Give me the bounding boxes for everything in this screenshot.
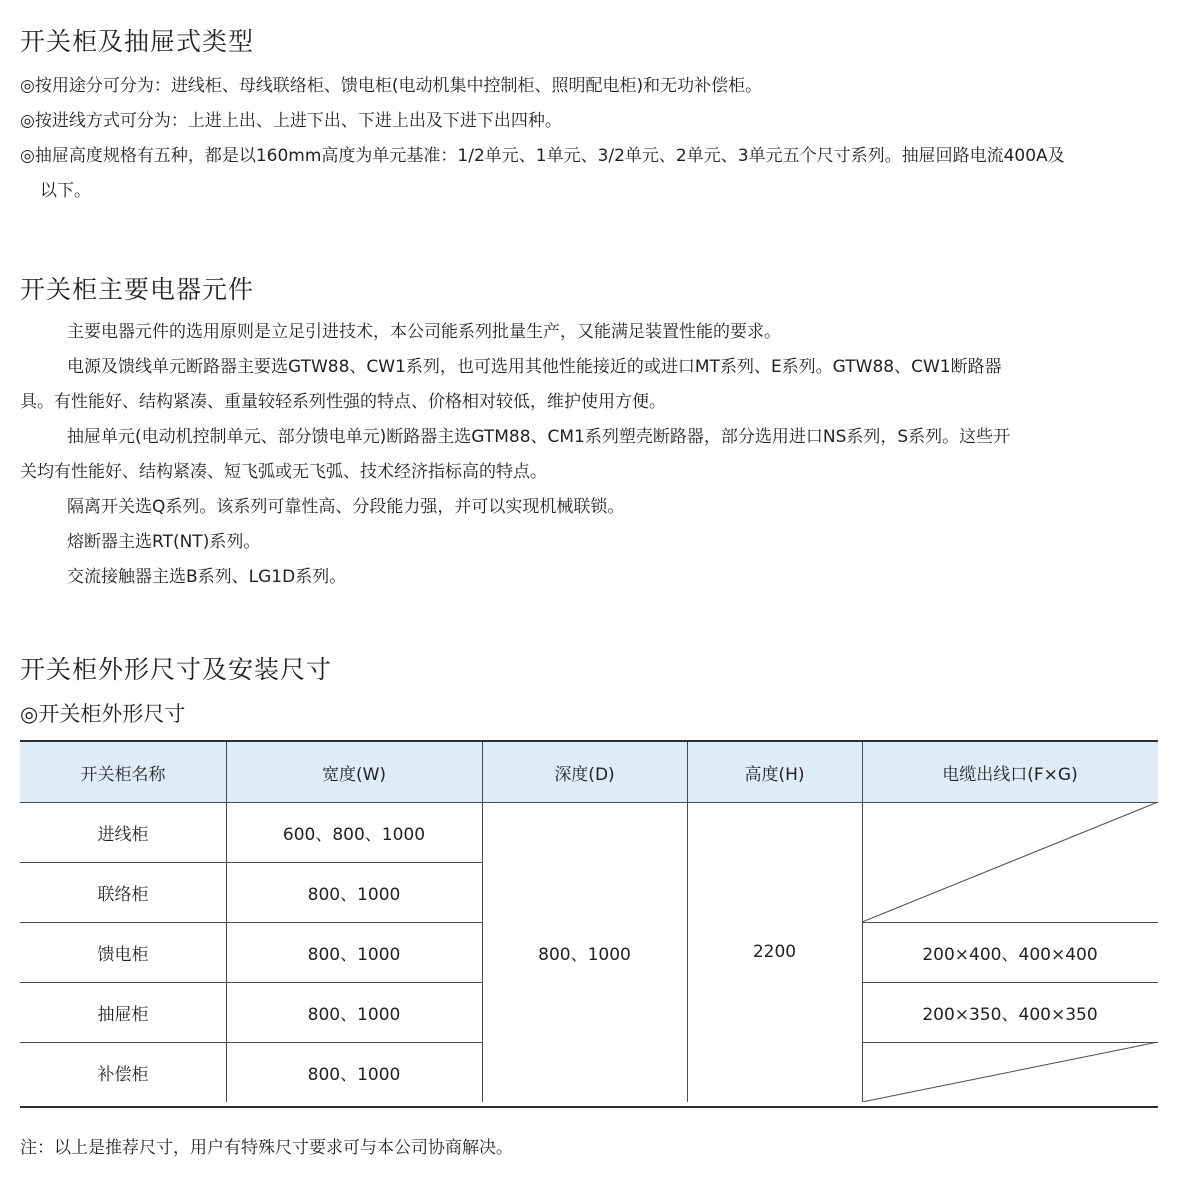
component-paragraph-principle: 主要电器元件的选用原则是立足引进技术，本公司能系列批量生产，又能满足装置性能的要求。 bbox=[67, 322, 781, 342]
row-name-feeder: 馈电柜 bbox=[97, 944, 149, 965]
type-item-drawer-height-cont: 以下。 bbox=[40, 181, 91, 201]
merged-height-cell: 2200 bbox=[752, 942, 797, 962]
row-width-drawer: 800、1000 bbox=[307, 1004, 401, 1025]
component-paragraph-contactor: 交流接触器主选B系列、LG1D系列。 bbox=[67, 567, 347, 587]
section-title-types: 开关柜及抽屉式类型 bbox=[20, 27, 255, 56]
row-divider bbox=[862, 1042, 1158, 1043]
row-name-compensation: 补偿柜 bbox=[97, 1064, 149, 1085]
type-item-drawer-height: ◎抽屉高度规格有五种，都是以160mm高度为单元基准：1/2单元、1单元、3/2单元、2单元、3单元五个尺寸系列。抽屉回路电流400A及 bbox=[20, 146, 1065, 166]
header-width: 宽度(W) bbox=[226, 742, 482, 802]
component-paragraph-drawer-line1: 抽屉单元(电动机控制单元、部分馈电单元)断路器主选GTM88、CM1系列塑壳断路器，部分选用进口NS系列，S系列。这些开 bbox=[67, 427, 1011, 447]
row-width-incoming: 600、800、1000 bbox=[282, 824, 426, 845]
cable-outlet-drawer: 200×350、400×350 bbox=[922, 1004, 1098, 1025]
row-name-incoming: 进线柜 bbox=[97, 824, 149, 845]
row-name-drawer: 抽屉柜 bbox=[97, 1004, 149, 1025]
footnote: 注：以上是推荐尺寸，用户有特殊尺寸要求可与本公司协商解决。 bbox=[20, 1138, 513, 1158]
component-paragraph-fuse: 熔断器主选RT(NT)系列。 bbox=[67, 532, 261, 552]
header-cabinet-name: 开关柜名称 bbox=[20, 742, 226, 802]
empty-cell-slash bbox=[862, 802, 1158, 922]
cable-outlet-feeder: 200×400、400×400 bbox=[922, 944, 1098, 965]
merged-depth-cell: 800、1000 bbox=[538, 944, 631, 965]
dimension-table bbox=[20, 740, 1158, 1108]
row-divider bbox=[20, 922, 482, 923]
header-cable-outlet: 电缆出线口(F×G) bbox=[862, 742, 1158, 802]
row-width-tie: 800、1000 bbox=[307, 884, 401, 905]
row-width-compensation: 800、1000 bbox=[307, 1064, 401, 1085]
row-divider bbox=[20, 982, 482, 983]
component-paragraph-isolator: 隔离开关选Q系列。该系列可靠性高、分段能力强，并可以实现机械联锁。 bbox=[67, 497, 625, 517]
column-divider bbox=[482, 742, 483, 1102]
header-divider bbox=[20, 802, 1158, 803]
header-depth: 深度(D) bbox=[482, 742, 687, 802]
component-paragraph-breaker-line2: 具。有性能好、结构紧凑、重量较轻系列性强的特点、价格相对较低，维护使用方便。 bbox=[20, 392, 666, 412]
component-paragraph-drawer-line2: 关均有性能好、结构紧凑、短飞弧或无飞弧、技术经济指标高的特点。 bbox=[20, 462, 547, 482]
header-height: 高度(H) bbox=[687, 742, 862, 802]
subsection-title-outline: ◎开关柜外形尺寸 bbox=[20, 702, 186, 726]
empty-cell-slash bbox=[862, 1042, 1158, 1102]
row-divider bbox=[862, 982, 1158, 983]
row-divider bbox=[862, 922, 1158, 923]
row-name-tie: 联络柜 bbox=[97, 884, 149, 905]
type-item-usage: ◎按用途分可分为：进线柜、母线联络柜、馈电柜(电动机集中控制柜、照明配电柜)和无功补偿柜。 bbox=[20, 76, 763, 96]
type-item-inlet: ◎按进线方式可分为：上进上出、上进下出、下进上出及下进下出四种。 bbox=[20, 111, 562, 131]
row-divider bbox=[20, 862, 482, 863]
row-divider bbox=[20, 1042, 482, 1043]
section-title-dimensions: 开关柜外形尺寸及安装尺寸 bbox=[20, 655, 333, 684]
row-width-feeder: 800、1000 bbox=[307, 944, 401, 965]
column-divider bbox=[687, 742, 688, 1102]
section-title-components: 开关柜主要电器元件 bbox=[20, 275, 255, 304]
component-paragraph-breaker-line1: 电源及馈线单元断路器主要选GTW88、CW1系列，也可选用其他性能接近的或进口MT系列、E系列。GTW88、CW1断路器 bbox=[67, 357, 1002, 377]
